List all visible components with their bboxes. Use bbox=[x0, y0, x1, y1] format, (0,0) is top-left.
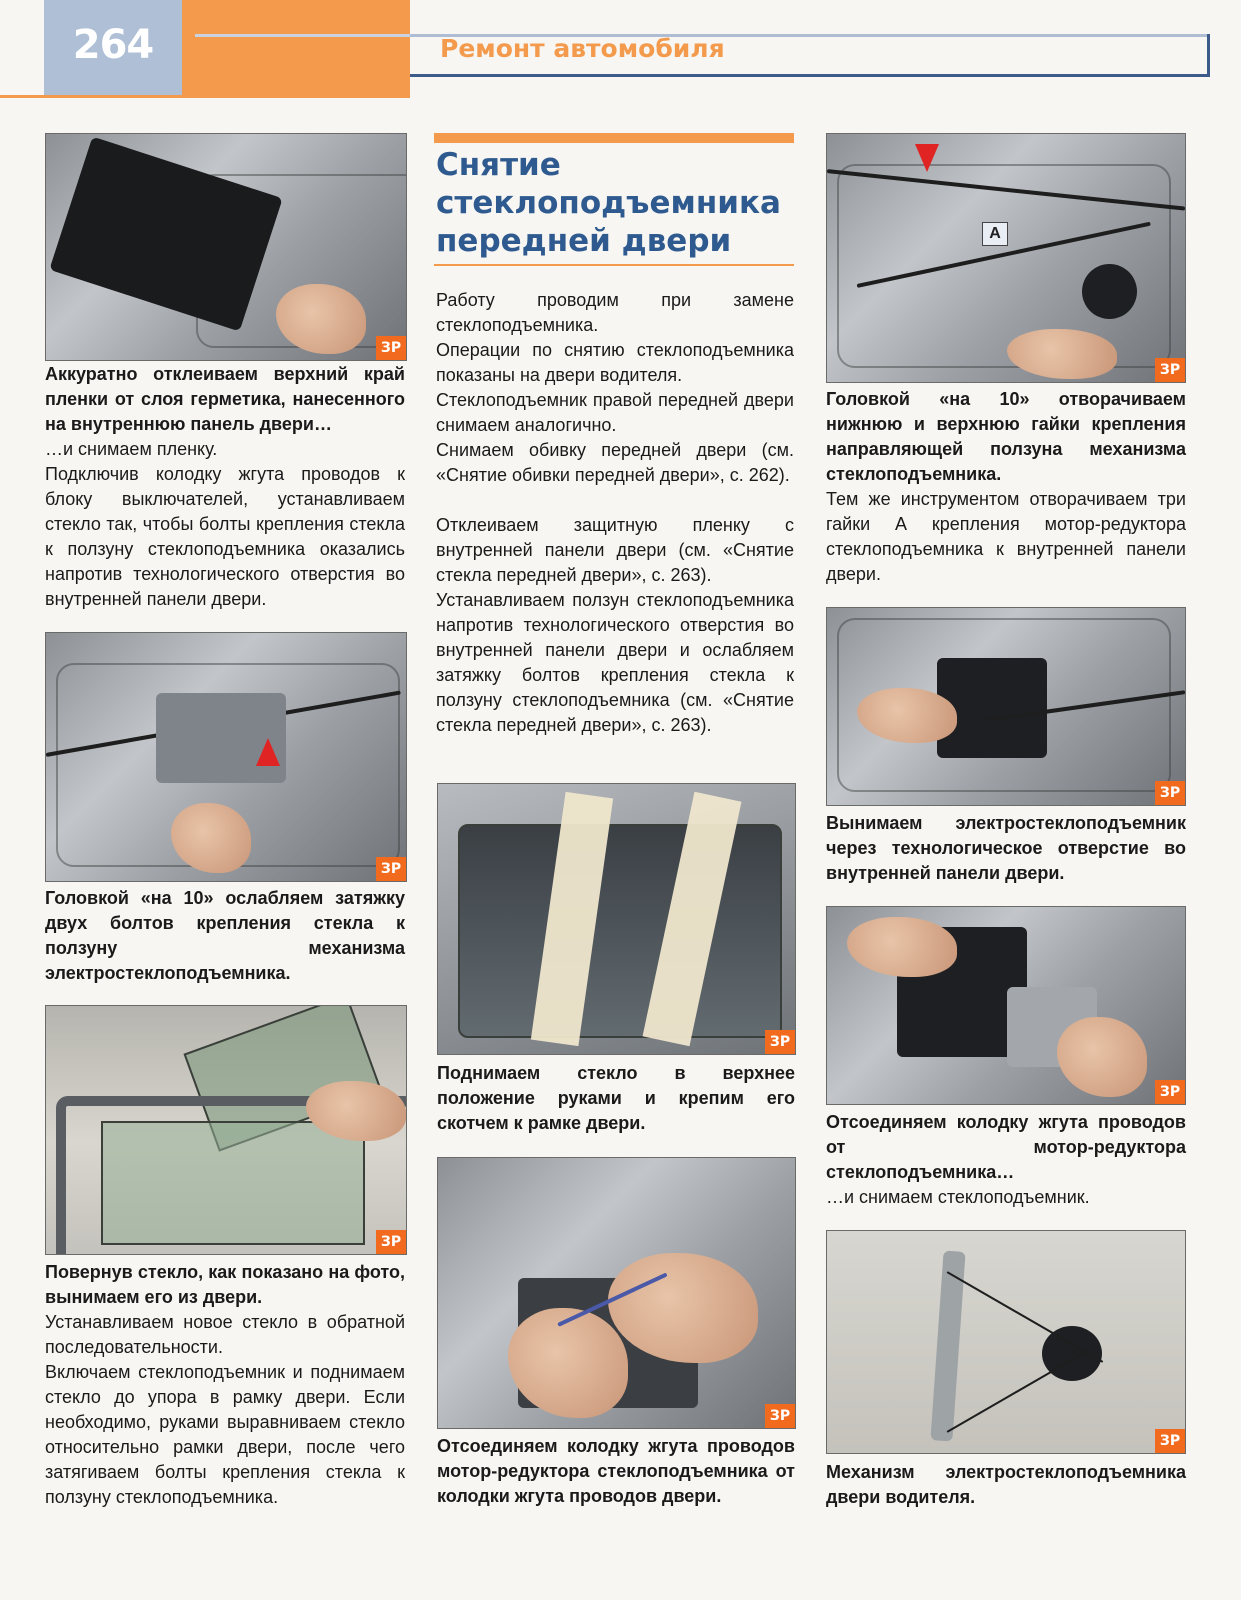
text-install-new-glass: Устанавливаем новое стекло в обратной последовательности. bbox=[45, 1312, 405, 1357]
caption-tape-glass: Поднимаем стекло в верхнее положение руками и крепим его скотчем к рамке двери. bbox=[437, 1063, 795, 1133]
caption-loosen-bolts: Головкой «на 10» ослабляем затяжку двух болтов крепления стекла к ползуну механизма электростеклоподъемника. bbox=[45, 888, 405, 983]
caption-regulator-mechanism: Механизм электростеклоподъемника двери водителя. bbox=[826, 1462, 1186, 1507]
badge-zr: ЗР bbox=[376, 336, 406, 360]
header-orange-block bbox=[182, 0, 410, 96]
text-remove-film: …и снимаем пленку. bbox=[45, 439, 218, 459]
photo-disconnect-connector bbox=[437, 1157, 796, 1429]
photo-take-out-regulator bbox=[826, 607, 1186, 806]
photo-remove-glass bbox=[45, 1005, 407, 1255]
caption-take-out-regulator: Вынимаем электростеклоподъемник через технологическое отверстие во внутренней панели двери. bbox=[826, 813, 1186, 883]
caption-disconnect-connector: Отсоединяем колодку жгута проводов мотор-редуктора стеклоподъемника от колодки жгута проводов двери. bbox=[437, 1436, 795, 1506]
page-number: 264 bbox=[72, 22, 154, 68]
badge-zr: ЗР bbox=[1155, 1429, 1185, 1453]
caption-remove-glass: Повернув стекло, как показано на фото, вынимаем его из двери. bbox=[45, 1262, 405, 1307]
badge-zr: ЗР bbox=[376, 1230, 406, 1254]
header-rule-bottom bbox=[410, 74, 1210, 77]
callout-label-a: А bbox=[982, 222, 1008, 246]
badge-zr: ЗР bbox=[376, 857, 406, 881]
caption-unscrew-guide-nuts: Головкой «на 10» отворачиваем нижнюю и верхнюю гайки крепления направляющей ползуна механизма стеклоподъемника. bbox=[826, 389, 1186, 484]
text-right-door: Стеклоподъемник правой передней двери снимаем аналогично. bbox=[436, 390, 794, 435]
photo-film-peeling bbox=[45, 133, 407, 361]
text-peel-film-ref: Отклеиваем защитную пленку с внутренней панели двери (см. «Снятие стекла передней двери», с. 263). bbox=[436, 515, 794, 585]
section-heading: Снятие стеклоподъемника передней двери bbox=[436, 147, 781, 259]
heading-bottom-rule bbox=[434, 264, 794, 266]
text-raise-glass: Включаем стеклоподъемник и поднимаем стекло до упора в рамку двери. Если необходимо, руками выравниваем стекло относительно рамки двери, после чего затягиваем болты крепления стекла к ползуну стеклоподъемника. bbox=[45, 1362, 405, 1507]
text-unscrew-motor-nuts: Тем же инструментом отворачиваем три гайки А крепления мотор-редуктора стеклоподъемника к внутренней панели двери. bbox=[826, 489, 1186, 584]
header-rule-right bbox=[1207, 34, 1210, 77]
caption-peel-film: Аккуратно отклеиваем верхний край пленки от слоя герметика, нанесенного на внутреннюю панель двери… bbox=[45, 364, 405, 434]
badge-zr: ЗР bbox=[1155, 358, 1185, 382]
badge-zr: ЗР bbox=[1155, 1080, 1185, 1104]
text-remove-trim: Снимаем обивку передней двери (см. «Снятие обивки передней двери», с. 262). bbox=[436, 440, 794, 485]
photo-unscrew-guide-nuts bbox=[826, 133, 1186, 383]
photo-loosen-bolts bbox=[45, 632, 407, 882]
photo-tape-glass bbox=[437, 783, 796, 1055]
heading-top-bar bbox=[434, 133, 794, 143]
text-intro: Работу проводим при замене стеклоподъемника. bbox=[436, 290, 794, 335]
text-set-slider: Устанавливаем ползун стеклоподъемника напротив технологического отверстия во внутренней панели двери и ослабляем затяжку болтов крепления стекла к ползуну стеклоподъемника (см. «Снятие стекла передней двери», с. 263). bbox=[436, 590, 794, 735]
caption-disconnect-motor: Отсоединяем колодку жгута проводов от мотор-редуктора стеклоподъемника… bbox=[826, 1112, 1186, 1182]
text-position-glass: Подключив колодку жгута проводов к блоку выключателей, устанавливаем стекло так, чтобы болты крепления стекла к ползуну стеклоподъемника оказались напротив технологического отверстия во внутренней панели двери. bbox=[45, 464, 405, 609]
text-driver-door: Операции по снятию стеклоподъемника показаны на двери водителя. bbox=[436, 340, 794, 385]
header-orange-rule bbox=[0, 95, 410, 98]
badge-zr: ЗР bbox=[1155, 781, 1185, 805]
photo-regulator-mechanism bbox=[826, 1230, 1186, 1454]
badge-zr: ЗР bbox=[765, 1030, 795, 1054]
badge-zr: ЗР bbox=[765, 1404, 795, 1428]
photo-disconnect-motor bbox=[826, 906, 1186, 1105]
text-remove-regulator: …и снимаем стеклоподъемник. bbox=[826, 1187, 1090, 1207]
running-section-title: Ремонт автомобиля bbox=[440, 34, 725, 63]
